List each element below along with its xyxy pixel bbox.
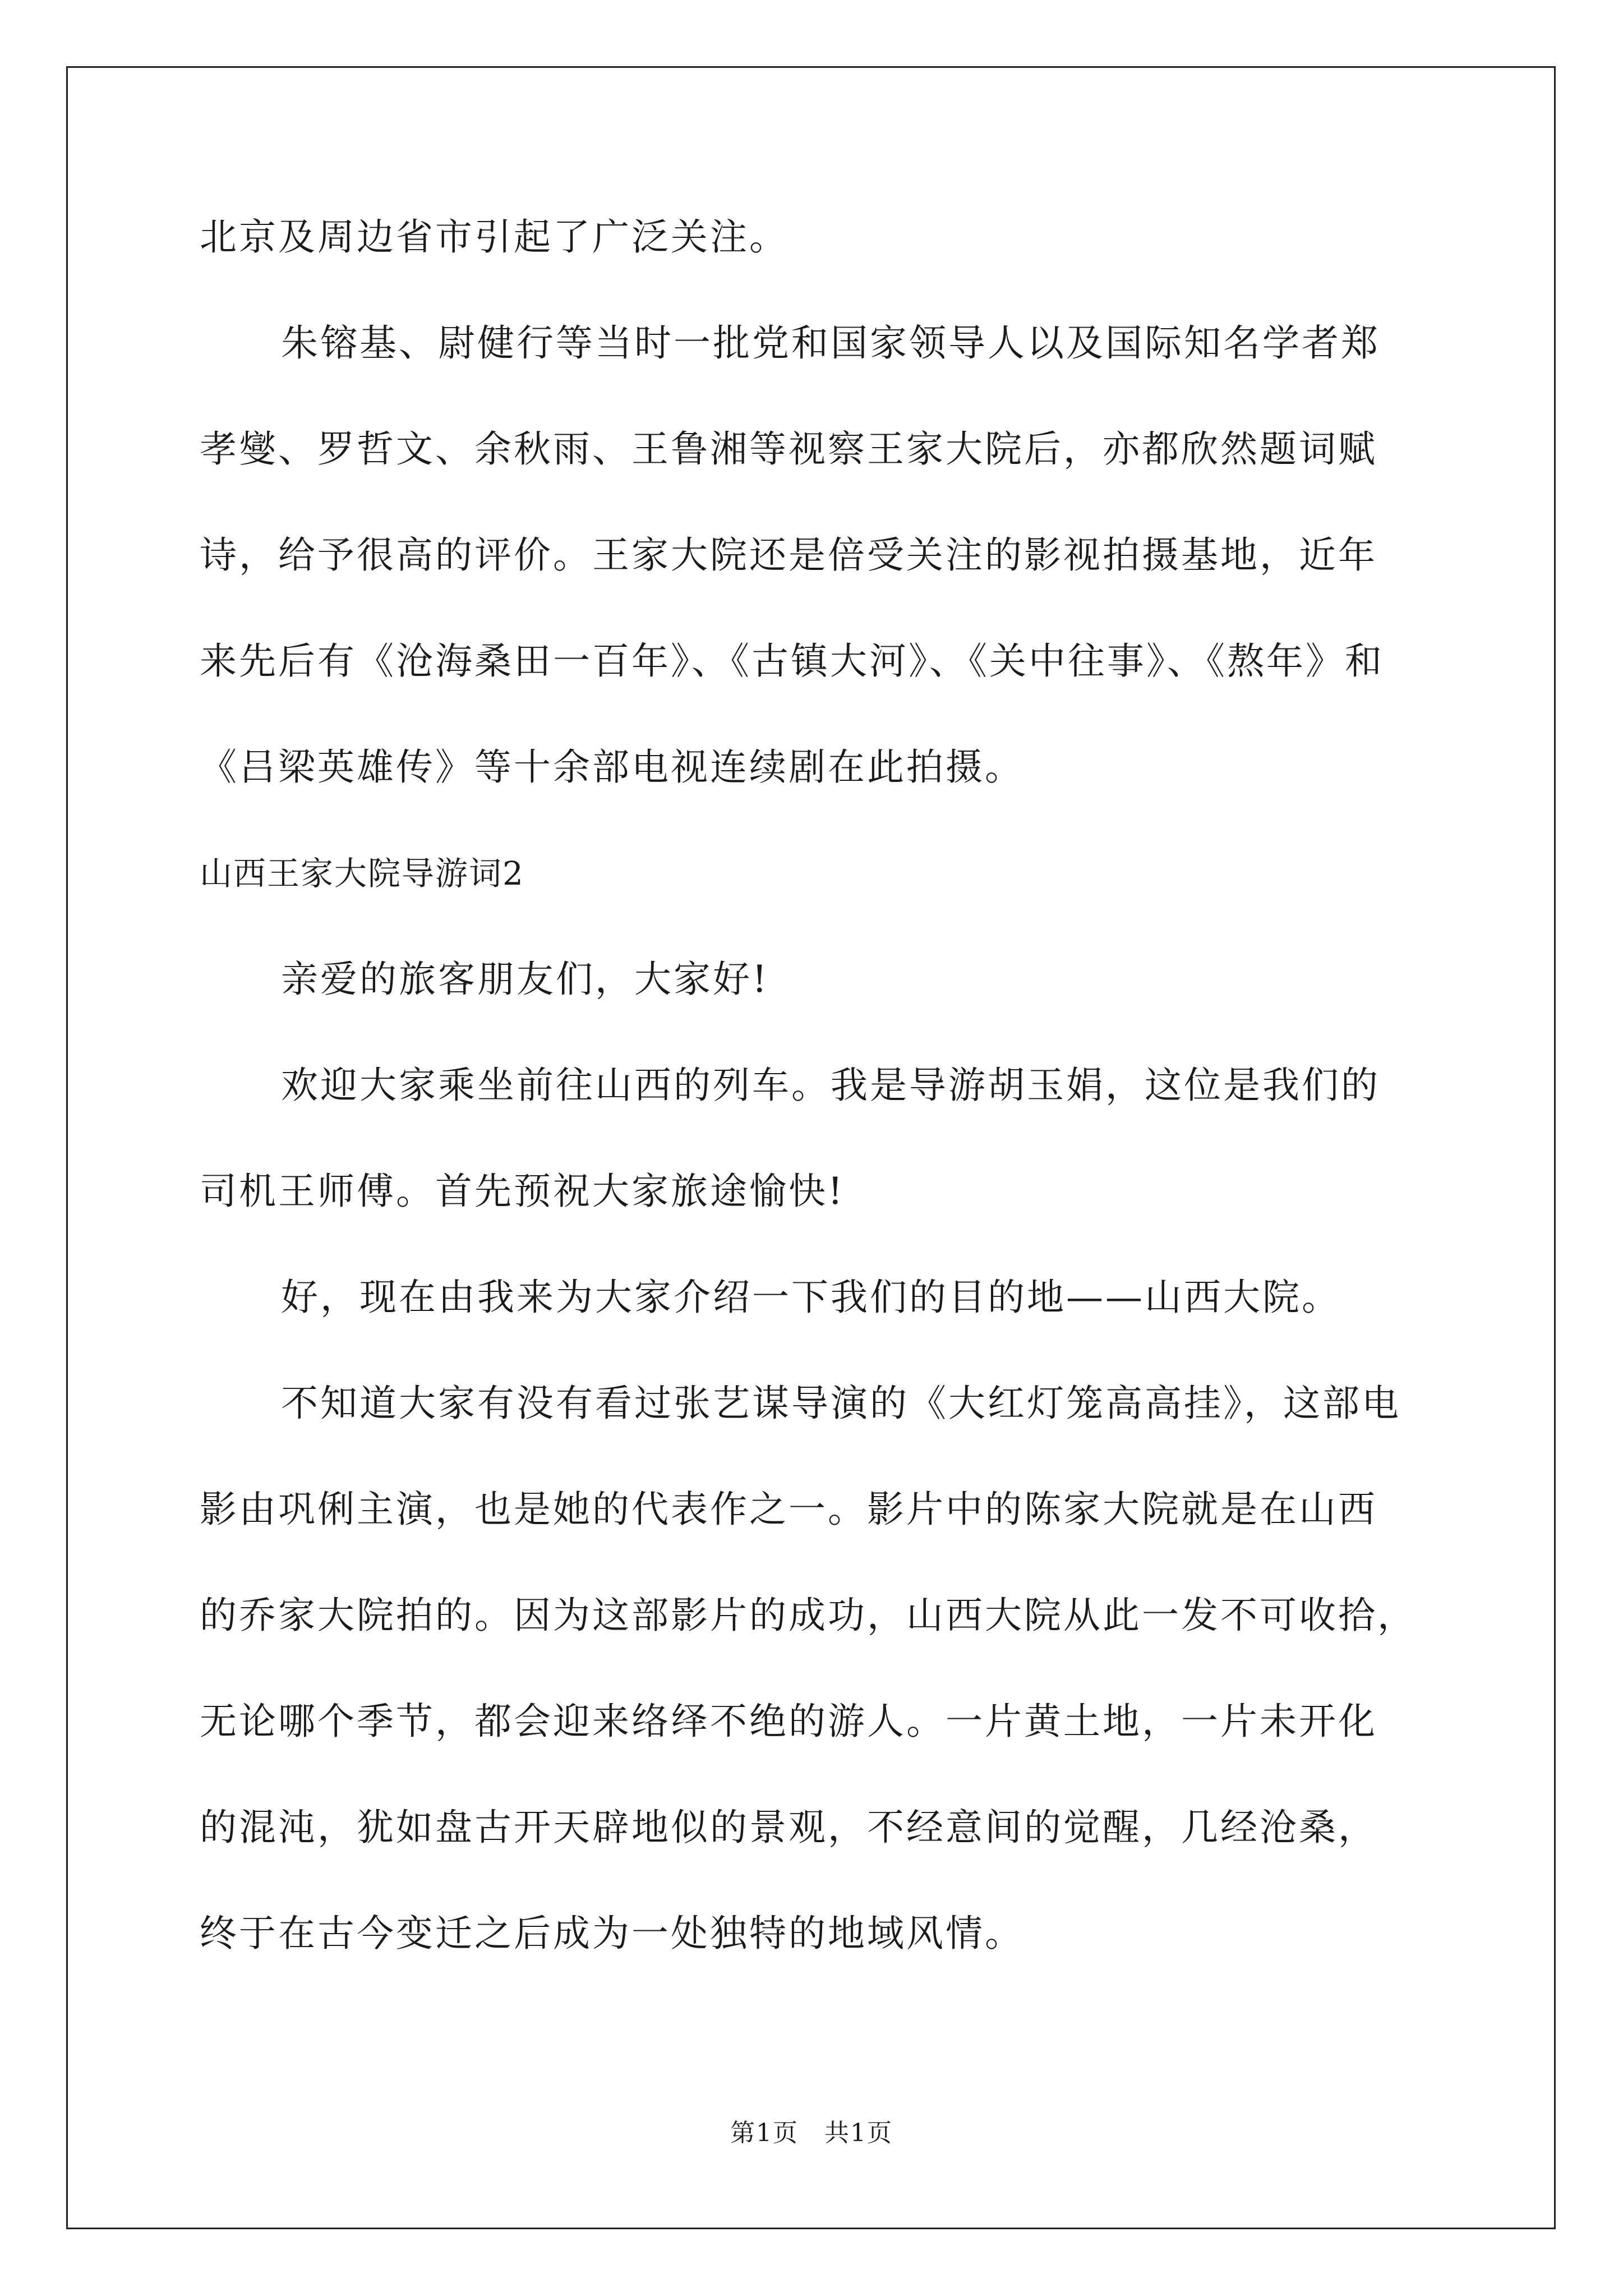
document-body	[200, 215, 1433, 2021]
text-line: 的乔家大院拍的。因为这部影片的成功，山西大院从此一发不可收拾，	[200, 1594, 1417, 1637]
text-line: 《吕梁英雄传》等十余部电视连续剧在此拍摄。	[200, 746, 1024, 789]
text-line: 不知道大家有没有看过张艺谋导演的《大红灯笼高高挂》，这部电	[281, 1382, 1401, 1425]
text-line: 无论哪个季节，都会迎来络绎不绝的游人。一片黄土地，一片未开化	[200, 1700, 1377, 1743]
text-line: 的混沌，犹如盘古开天辟地似的景观，不经意间的觉醒，几经沧桑，	[200, 1806, 1377, 1849]
text-line: 欢迎大家乘坐前往山西的列车。我是导游胡玉娟，这位是我们的	[281, 1064, 1380, 1107]
text-line: 北京及周边省市引起了广泛关注。	[200, 215, 789, 259]
text-line: 亲爱的旅客朋友们，大家好!	[281, 958, 769, 1001]
section-heading: 山西王家大院导游词2	[200, 854, 524, 892]
text-line: 司机王师傅。首先预祝大家旅途愉快!	[200, 1170, 845, 1213]
text-line: 终于在古今变迁之后成为一处独特的地域风情。	[200, 1912, 1024, 1955]
text-line: 好，现在由我来为大家介绍一下我们的目的地——山西大院。	[281, 1276, 1341, 1319]
text-line: 影由巩俐主演，也是她的代表作之一。影片中的陈家大院就是在山西	[200, 1488, 1377, 1531]
text-line: 诗，给予很高的评价。王家大院还是倍受关注的影视拍摄基地，近年	[200, 533, 1377, 577]
text-line: 孝燮、罗哲文、余秋雨、王鲁湘等视察王家大院后，亦都欣然题词赋	[200, 427, 1377, 471]
text-line: 朱镕基、尉健行等当时一批党和国家领导人以及国际知名学者郑	[281, 321, 1380, 365]
text-line: 来先后有《沧海桑田一百年》、《古镇大河》、《关中往事》、《熬年》和	[200, 639, 1384, 683]
page-number-footer: 第1页 共1页	[730, 2119, 893, 2147]
